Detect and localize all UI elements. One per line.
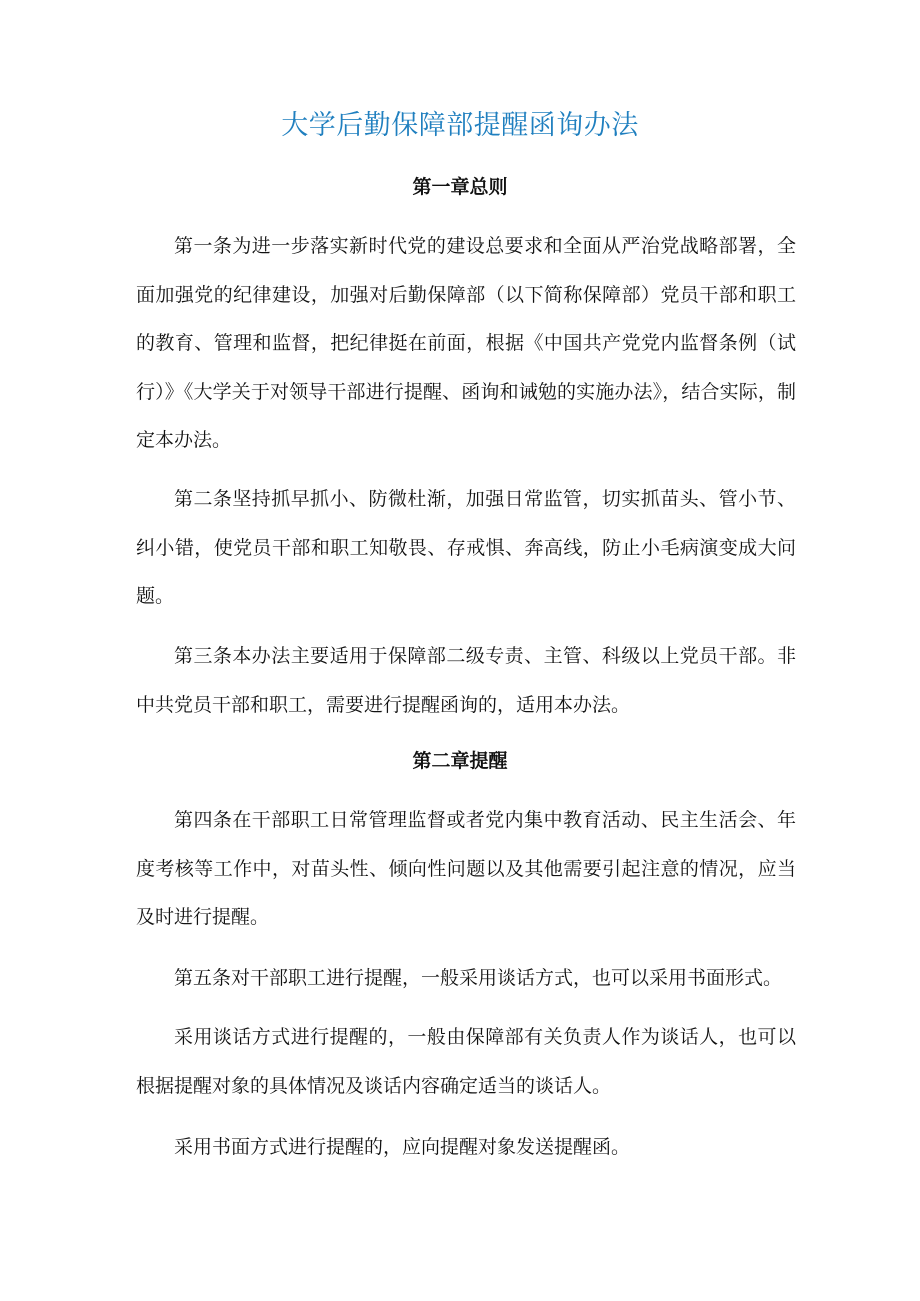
article-5-written-paragraph: 采用书面方式进行提醒的，应向提醒对象发送提醒函。	[174, 1136, 631, 1158]
article-1-paragraph: 第一条为进一步落实新时代党的建设总要求和全面从严治党战略部署，全面加强党的纪律建设，加强对后勤保障部（以下简称保障部）党员干部和职工的教育、管理和监督，把纪律挺在前面，根据《中国共产党党内监督条例（试行）》《大学关于对领导干部进行提醒、函询和诫勉的实施办法》，结合实际，制定本办法。	[136, 235, 796, 451]
article-5-paragraph: 第五条对干部职工进行提醒，一般采用谈话方式，也可以采用书面形式。	[174, 967, 783, 989]
document-title: 大学后勤保障部提醒函询办法	[281, 110, 639, 141]
article-2-paragraph: 第二条坚持抓早抓小、防微杜渐，加强日常监管，切实抓苗头、管小节、纠小错，使党员干部和职工知敬畏、存戒惧、奔高线，防止小毛病演变成大问题。	[136, 488, 796, 607]
chapter-1-heading: 第一章总则	[412, 176, 508, 198]
chapter-2-heading: 第二章提醒	[412, 750, 508, 772]
article-4-paragraph: 第四条在干部职工日常管理监督或者党内集中教育活动、民主生活会、年度考核等工作中，对苗头性、倾向性问题以及其他需要引起注意的情况，应当及时进行提醒。	[136, 809, 796, 928]
article-3-paragraph: 第三条本办法主要适用于保障部二级专责、主管、科级以上党员干部。非中共党员干部和职工，需要进行提醒函询的，适用本办法。	[136, 645, 796, 716]
article-5-talk-paragraph: 采用谈话方式进行提醒的，一般由保障部有关负责人作为谈话人，也可以根据提醒对象的具体情况及谈话内容确定适当的谈话人。	[136, 1026, 796, 1097]
